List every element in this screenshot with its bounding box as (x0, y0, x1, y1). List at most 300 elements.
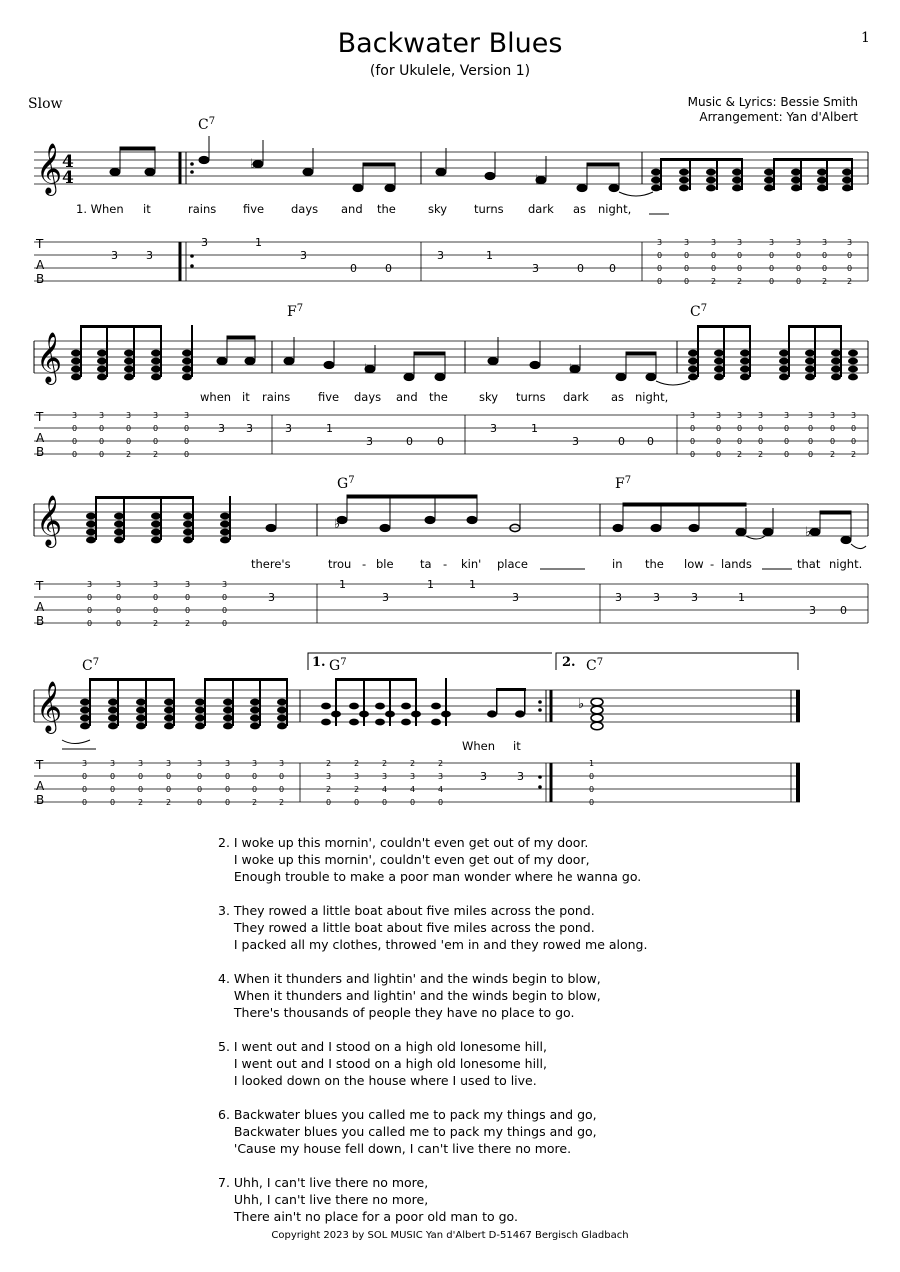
svg-text:0: 0 (769, 264, 775, 273)
svg-text:it: it (143, 202, 151, 216)
svg-text:3: 3 (716, 411, 722, 420)
svg-text:3: 3 (300, 249, 307, 262)
svg-text:2: 2 (830, 450, 836, 459)
svg-text:0: 0 (197, 798, 203, 807)
tab-staff (34, 415, 868, 454)
verse-3 (218, 902, 647, 953)
credit-music: Music & Lyrics: Bessie Smith (687, 95, 858, 109)
verse-line: 5. I went out and I stood on a high old lonesome hill, (218, 1039, 547, 1054)
svg-text:0: 0 (82, 772, 88, 781)
tab-label: B (36, 793, 45, 807)
time-signature-bottom: 4 (62, 168, 74, 188)
svg-text:dark: dark (563, 390, 589, 404)
verse-line: 7. Uhh, I can't live there no more, (218, 1175, 429, 1190)
svg-text:0: 0 (784, 437, 790, 446)
verse-2 (218, 834, 647, 885)
tie (656, 381, 690, 385)
svg-text:0: 0 (225, 772, 231, 781)
svg-text:the: the (377, 202, 396, 216)
svg-text:3: 3 (847, 238, 853, 247)
svg-text:3: 3 (382, 591, 389, 604)
verse-line: When it thunders and lightin' and the winds begin to blow, (218, 988, 601, 1003)
system-4 (34, 653, 800, 807)
chord-symbol-c7: $C^7$ (690, 303, 708, 320)
svg-text:0: 0 (618, 435, 625, 448)
chord-symbol-c7: $C^7$ (82, 657, 100, 674)
svg-text:3: 3 (146, 249, 153, 262)
svg-text:3: 3 (166, 759, 172, 768)
svg-text:0: 0 (326, 798, 332, 807)
svg-text:0: 0 (166, 785, 172, 794)
verse-line: There ain't no place for a poor old man to go. (218, 1209, 518, 1224)
svg-text:-: - (710, 557, 715, 571)
svg-text:0: 0 (252, 785, 258, 794)
svg-text:0: 0 (279, 772, 285, 781)
svg-text:0: 0 (222, 619, 228, 628)
verse-line: 6. Backwater blues you called me to pack my things and go, (218, 1107, 597, 1122)
svg-text:as: as (573, 202, 587, 216)
first-ending-label: 1. (312, 655, 326, 670)
chord-symbol-c7: $C^7$ (198, 116, 216, 133)
svg-text:3: 3 (822, 238, 828, 247)
svg-text:0: 0 (116, 619, 122, 628)
svg-text:3: 3 (796, 238, 802, 247)
svg-text:0: 0 (126, 437, 132, 446)
verse-line: They rowed a little boat about five miles across the pond. (218, 920, 595, 935)
svg-text:ta: ta (420, 557, 432, 571)
svg-text:3: 3 (110, 759, 116, 768)
tab-chord-columns (87, 580, 227, 628)
svg-text:0: 0 (647, 435, 654, 448)
svg-text:0: 0 (690, 424, 696, 433)
flat-symbol: ♭ (535, 173, 542, 188)
svg-text:0: 0 (138, 772, 144, 781)
svg-text:days: days (354, 390, 382, 404)
tab-label: T (36, 410, 44, 424)
svg-text:3: 3 (225, 759, 231, 768)
page-number: 1 (861, 30, 870, 46)
svg-text:3: 3 (326, 772, 332, 781)
svg-text:0: 0 (716, 437, 722, 446)
svg-text:0: 0 (197, 772, 203, 781)
svg-text:1: 1 (486, 249, 493, 262)
svg-text:2: 2 (126, 450, 132, 459)
verse-line: Enough trouble to make a poor man wonder where he wanna go. (218, 869, 642, 884)
svg-text:0: 0 (222, 593, 228, 602)
svg-text:3: 3 (691, 591, 698, 604)
lyrics-system-3 (251, 557, 862, 571)
svg-text:0: 0 (438, 798, 444, 807)
svg-text:3: 3 (690, 411, 696, 420)
svg-text:2: 2 (410, 759, 416, 768)
svg-text:0: 0 (222, 606, 228, 615)
svg-text:five: five (243, 202, 265, 216)
svg-text:3: 3 (615, 591, 622, 604)
svg-text:0: 0 (279, 785, 285, 794)
svg-text:3: 3 (366, 435, 373, 448)
svg-text:2: 2 (354, 785, 360, 794)
svg-text:3: 3 (653, 591, 660, 604)
svg-text:0: 0 (589, 772, 595, 781)
svg-text:the: the (645, 557, 664, 571)
svg-text:0: 0 (116, 606, 122, 615)
svg-text:0: 0 (82, 785, 88, 794)
svg-text:that: that (797, 557, 821, 571)
chord-symbol-f7: $F^7$ (615, 475, 632, 492)
svg-text:3: 3 (808, 411, 814, 420)
svg-text:3: 3 (354, 772, 360, 781)
verse-line: 2. I woke up this mornin', couldn't even get out of my door. (218, 835, 589, 850)
svg-text:0: 0 (225, 798, 231, 807)
flat-symbol: ♭ (578, 697, 585, 712)
svg-text:2: 2 (438, 759, 444, 768)
svg-text:0: 0 (72, 450, 78, 459)
svg-text:0: 0 (87, 619, 93, 628)
volta-brackets (308, 653, 798, 670)
svg-text:0: 0 (769, 277, 775, 286)
system-3 (34, 475, 868, 628)
svg-text:0: 0 (737, 264, 743, 273)
flat-symbol: ♭ (250, 157, 257, 172)
lyrics-system-4 (62, 739, 521, 753)
page-title: Backwater Blues (337, 28, 563, 59)
verse-line: I packed all my clothes, throwed 'em in and they rowed me along. (218, 937, 648, 952)
svg-text:1: 1 (427, 578, 434, 591)
svg-text:0: 0 (72, 437, 78, 446)
tab-label: B (36, 445, 45, 459)
svg-text:0: 0 (840, 604, 847, 617)
tab-label: B (36, 614, 45, 628)
chord-symbol-f7: $F^7$ (287, 303, 304, 320)
svg-text:1: 1 (531, 422, 538, 435)
treble-clef: 𝄞 (36, 681, 63, 732)
svg-text:0: 0 (851, 424, 857, 433)
verse-line: I looked down on the house where I used to live. (218, 1073, 537, 1088)
svg-text:0: 0 (851, 437, 857, 446)
tempo-marking: Slow (28, 96, 63, 112)
svg-text:3: 3 (268, 591, 275, 604)
svg-text:0: 0 (784, 424, 790, 433)
svg-text:0: 0 (657, 264, 663, 273)
svg-text:in: in (612, 557, 623, 571)
svg-text:2: 2 (354, 759, 360, 768)
lyrics-system-1 (76, 202, 669, 216)
svg-text:it: it (242, 390, 250, 404)
svg-text:0: 0 (87, 606, 93, 615)
svg-text:3: 3 (512, 591, 519, 604)
lyrics-system-2 (200, 390, 668, 404)
svg-text:0: 0 (737, 437, 743, 446)
svg-text:3: 3 (758, 411, 764, 420)
notes (217, 336, 656, 381)
svg-text:0: 0 (808, 424, 814, 433)
tie (851, 544, 866, 549)
svg-text:0: 0 (716, 450, 722, 459)
svg-text:0: 0 (382, 798, 388, 807)
verse-line: 3. They rowed a little boat about five miles across the pond. (218, 903, 595, 918)
svg-text:3: 3 (222, 580, 228, 589)
svg-text:0: 0 (690, 437, 696, 446)
svg-text:3: 3 (480, 770, 487, 783)
svg-text:2: 2 (737, 277, 743, 286)
svg-text:0: 0 (589, 785, 595, 794)
svg-text:3: 3 (153, 580, 159, 589)
svg-text:3: 3 (809, 604, 816, 617)
svg-text:3: 3 (246, 422, 253, 435)
svg-text:lands: lands (721, 557, 752, 571)
svg-text:there's: there's (251, 557, 291, 571)
svg-text:3: 3 (684, 238, 690, 247)
flat-symbol: ♭ (805, 525, 812, 540)
svg-text:3: 3 (490, 422, 497, 435)
svg-text:0: 0 (185, 593, 191, 602)
svg-text:3: 3 (517, 770, 524, 783)
tab-numbers (218, 422, 654, 448)
svg-text:3: 3 (99, 411, 105, 420)
svg-text:3: 3 (532, 262, 539, 275)
svg-text:0: 0 (110, 798, 116, 807)
svg-text:0: 0 (796, 264, 802, 273)
tab-label: A (36, 431, 45, 445)
flat-symbol: ♭ (334, 517, 341, 532)
flat-symbol: ♭ (364, 362, 371, 377)
svg-text:0: 0 (808, 450, 814, 459)
svg-text:as: as (611, 390, 625, 404)
system-2 (34, 303, 868, 459)
svg-text:2: 2 (847, 277, 853, 286)
svg-text:0: 0 (684, 277, 690, 286)
tab-chord-columns (72, 411, 856, 459)
svg-text:-: - (443, 557, 448, 571)
svg-text:0: 0 (657, 277, 663, 286)
second-ending-label: 2. (562, 655, 576, 670)
svg-text:4: 4 (438, 785, 444, 794)
svg-text:3: 3 (737, 411, 743, 420)
svg-text:3: 3 (851, 411, 857, 420)
svg-text:0: 0 (796, 251, 802, 260)
svg-text:five: five (318, 390, 340, 404)
svg-text:0: 0 (684, 264, 690, 273)
svg-text:turns: turns (516, 390, 546, 404)
svg-text:0: 0 (796, 277, 802, 286)
svg-text:0: 0 (153, 606, 159, 615)
svg-text:dark: dark (528, 202, 554, 216)
svg-text:0: 0 (252, 772, 258, 781)
svg-text:3: 3 (184, 411, 190, 420)
svg-text:0: 0 (385, 262, 392, 275)
verse-5 (218, 1038, 647, 1089)
svg-text:low: low (684, 557, 704, 571)
svg-text:0: 0 (153, 437, 159, 446)
verse-4 (218, 970, 647, 1021)
svg-text:0: 0 (185, 606, 191, 615)
copyright: Copyright 2023 by SOL MUSIC Yan d'Albert D-51467 Bergisch Gladbach (271, 1230, 629, 1241)
svg-text:0: 0 (690, 450, 696, 459)
verse-line: Uhh, I can't live there no more, (218, 1192, 429, 1207)
tab-numbers (480, 770, 524, 783)
tab-label: T (36, 579, 44, 593)
svg-text:night.: night. (829, 557, 863, 571)
svg-text:3: 3 (72, 411, 78, 420)
time-signature-top: 4 (62, 152, 74, 172)
svg-text:3: 3 (572, 435, 579, 448)
svg-text:sky: sky (428, 202, 448, 216)
svg-text:0: 0 (437, 435, 444, 448)
svg-text:2: 2 (138, 798, 144, 807)
svg-text:0: 0 (350, 262, 357, 275)
svg-text:0: 0 (822, 251, 828, 260)
svg-text:3: 3 (87, 580, 93, 589)
svg-text:0: 0 (847, 264, 853, 273)
verse-line: There's thousands of people they have no place to go. (218, 1005, 575, 1020)
svg-text:0: 0 (830, 424, 836, 433)
svg-text:3: 3 (279, 759, 285, 768)
svg-text:0: 0 (225, 785, 231, 794)
svg-text:night,: night, (598, 202, 632, 216)
svg-text:3: 3 (111, 249, 118, 262)
svg-text:trou: trou (328, 557, 352, 571)
tab-chord-columns (82, 759, 594, 807)
svg-text:0: 0 (609, 262, 616, 275)
svg-text:0: 0 (769, 251, 775, 260)
tie (619, 192, 653, 196)
svg-text:place: place (497, 557, 528, 571)
verses (218, 834, 647, 1242)
svg-text:1: 1 (255, 236, 262, 249)
treble-clef: 𝄞 (36, 332, 63, 383)
svg-text:0: 0 (99, 424, 105, 433)
svg-text:0: 0 (87, 593, 93, 602)
tab-label: T (36, 237, 44, 251)
svg-text:4: 4 (410, 785, 416, 794)
svg-text:4: 4 (382, 785, 388, 794)
svg-text:0: 0 (166, 772, 172, 781)
tab-label: B (36, 272, 45, 286)
svg-text:3: 3 (437, 249, 444, 262)
svg-text:3: 3 (285, 422, 292, 435)
svg-text:3: 3 (116, 580, 122, 589)
svg-text:3: 3 (197, 759, 203, 768)
svg-text:0: 0 (711, 251, 717, 260)
svg-text:rains: rains (262, 390, 291, 404)
tie (746, 536, 765, 539)
svg-text:3: 3 (138, 759, 144, 768)
svg-text:3: 3 (711, 238, 717, 247)
svg-text:3: 3 (657, 238, 663, 247)
svg-text:0: 0 (99, 437, 105, 446)
page-subtitle: (for Ukulele, Version 1) (369, 63, 531, 79)
svg-text:0: 0 (830, 437, 836, 446)
credit-arrangement: Arrangement: Yan d'Albert (699, 110, 858, 124)
svg-text:3: 3 (218, 422, 225, 435)
svg-text:turns: turns (474, 202, 504, 216)
chord-stacks (71, 325, 193, 380)
svg-text:2: 2 (252, 798, 258, 807)
svg-text:3: 3 (830, 411, 836, 420)
svg-text:2: 2 (185, 619, 191, 628)
tab-label: T (36, 758, 44, 772)
svg-text:2: 2 (326, 759, 332, 768)
svg-text:the: the (429, 390, 448, 404)
svg-text:0: 0 (847, 251, 853, 260)
svg-text:2: 2 (153, 619, 159, 628)
svg-text:0: 0 (808, 437, 814, 446)
svg-text:kin': kin' (461, 557, 482, 571)
svg-text:0: 0 (822, 264, 828, 273)
svg-text:2: 2 (279, 798, 285, 807)
verse-6 (218, 1106, 647, 1157)
svg-text:3: 3 (185, 580, 191, 589)
svg-text:1. When: 1. When (76, 202, 124, 216)
svg-text:1: 1 (326, 422, 333, 435)
svg-text:2: 2 (382, 759, 388, 768)
svg-text:2: 2 (851, 450, 857, 459)
svg-text:0: 0 (110, 785, 116, 794)
svg-text:0: 0 (784, 450, 790, 459)
tab-label: A (36, 779, 45, 793)
svg-text:1: 1 (339, 578, 346, 591)
svg-text:0: 0 (116, 593, 122, 602)
svg-text:3: 3 (82, 759, 88, 768)
svg-text:sky: sky (479, 390, 499, 404)
svg-text:0: 0 (758, 424, 764, 433)
svg-text:0: 0 (99, 450, 105, 459)
svg-text:0: 0 (737, 424, 743, 433)
system-1 (34, 116, 868, 286)
svg-text:0: 0 (110, 772, 116, 781)
svg-text:night,: night, (635, 390, 669, 404)
svg-text:when: when (200, 390, 232, 404)
tie (62, 740, 90, 744)
svg-text:0: 0 (82, 798, 88, 807)
svg-text:2: 2 (822, 277, 828, 286)
svg-text:2: 2 (326, 785, 332, 794)
svg-text:0: 0 (577, 262, 584, 275)
svg-text:3: 3 (769, 238, 775, 247)
treble-clef: 𝄞 (36, 495, 63, 546)
svg-text:2: 2 (711, 277, 717, 286)
verse-line: I went out and I stood on a high old lonesome hill, (218, 1056, 547, 1071)
svg-text:0: 0 (72, 424, 78, 433)
svg-text:0: 0 (589, 798, 595, 807)
svg-text:0: 0 (684, 251, 690, 260)
svg-text:2: 2 (737, 450, 743, 459)
verse-line: Backwater blues you called me to pack my things and go, (218, 1124, 597, 1139)
svg-text:2: 2 (758, 450, 764, 459)
svg-text:0: 0 (184, 450, 190, 459)
svg-text:ble: ble (376, 557, 394, 571)
svg-text:0: 0 (184, 424, 190, 433)
verse-line: 4. When it thunders and lightin' and the winds begin to blow, (218, 971, 601, 986)
svg-text:0: 0 (153, 593, 159, 602)
svg-text:0: 0 (657, 251, 663, 260)
svg-text:0: 0 (758, 437, 764, 446)
svg-text:1: 1 (589, 759, 595, 768)
flat-symbol: ♭ (569, 362, 576, 377)
tab-staff (34, 242, 868, 281)
svg-text:and: and (396, 390, 418, 404)
svg-text:1: 1 (738, 591, 745, 604)
verse-line: I woke up this mornin', couldn't even get out of my door, (218, 852, 590, 867)
svg-text:0: 0 (184, 437, 190, 446)
svg-text:0: 0 (138, 785, 144, 794)
tab-label: A (36, 258, 45, 272)
svg-text:0: 0 (737, 251, 743, 260)
treble-clef: 𝄞 (36, 143, 63, 194)
svg-text:When: When (462, 739, 496, 753)
svg-text:2: 2 (166, 798, 172, 807)
chord-stacks (651, 158, 853, 191)
